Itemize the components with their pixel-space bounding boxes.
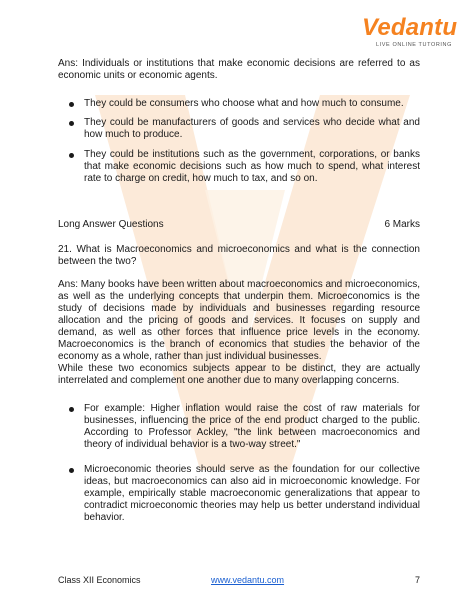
section-marks: 6 Marks: [384, 219, 420, 230]
list-item-text: They could be institutions such as the government, corporations, or banks that make economic decisions such as how much to spend, what interest rate to charge on credit, how much to tax, and so on.: [84, 149, 420, 184]
list-item: [58, 464, 420, 524]
answer-1-text: Ans: Individuals or institutions that make economic decisions are referred to as economic units or economic agents.: [58, 58, 420, 81]
list-item-text: They could be consumers who choose what and how much to consume.: [84, 98, 404, 109]
answer-21-paragraph-2: While these two economics subjects appear to be distinct, they are actually interrelated and complement one another due to many overlapping concerns.: [58, 363, 420, 386]
list-item: [58, 98, 420, 110]
bullet-icon: [69, 407, 74, 412]
section-title: Long Answer Questions: [58, 219, 164, 230]
list-item: [58, 403, 420, 451]
footer-class-label: Class XII Economics: [58, 575, 141, 585]
section-header: [58, 219, 420, 231]
list-item: [58, 117, 420, 141]
logo-wordmark: Vedantu: [362, 14, 458, 41]
page-number: 7: [414, 575, 420, 585]
question-21: 21. What is Macroeconomics and microeconomics and what is the connection between the two?: [58, 244, 420, 267]
footer-website-link[interactable]: www.vedantu.com: [211, 575, 285, 585]
bullet-icon: [69, 102, 74, 107]
list-item-text: For example: Higher inflation would raise the cost of raw materials for businesses, influencing the price of the end product charged to the public. According to Professor Ackley, "the link between macroeconomics and theory of individual behavior is a two-way street.": [84, 403, 420, 450]
bullet-icon: [69, 468, 74, 473]
list-item-text: They could be manufacturers of goods and services who decide what and how much to produce.: [84, 117, 420, 140]
list-item-text: Microeconomic theories should serve as the foundation for our collective ideas, but macroeconomics can also aid in microeconomic knowledge. For example, empirically stable macroeconomic generalizations that appear to contradict microeconomic theories may help us better understand individual behavior.: [84, 464, 420, 523]
page-footer: [58, 575, 420, 589]
answer-21-text: Ans: Many books have been written about macroeconomics and microeconomics, as well as the underlying concepts that underpin them. Microeconomics is the study of decisions made by individuals and businesses regarding resource allocation and the pricing of goods and services. It focuses on supply and demand, as well as other forces that influence price levels in the economy. Macroeconomics is the branch of economics that studies the behavior of the economy as a whole, rather than just individual businesses.: [58, 279, 420, 362]
bullet-icon: [69, 121, 74, 126]
list-item: [58, 149, 420, 185]
vedantu-logo: [362, 14, 458, 54]
logo-tagline: LIVE ONLINE TUTORING: [376, 42, 452, 48]
bullet-icon: [69, 153, 74, 158]
